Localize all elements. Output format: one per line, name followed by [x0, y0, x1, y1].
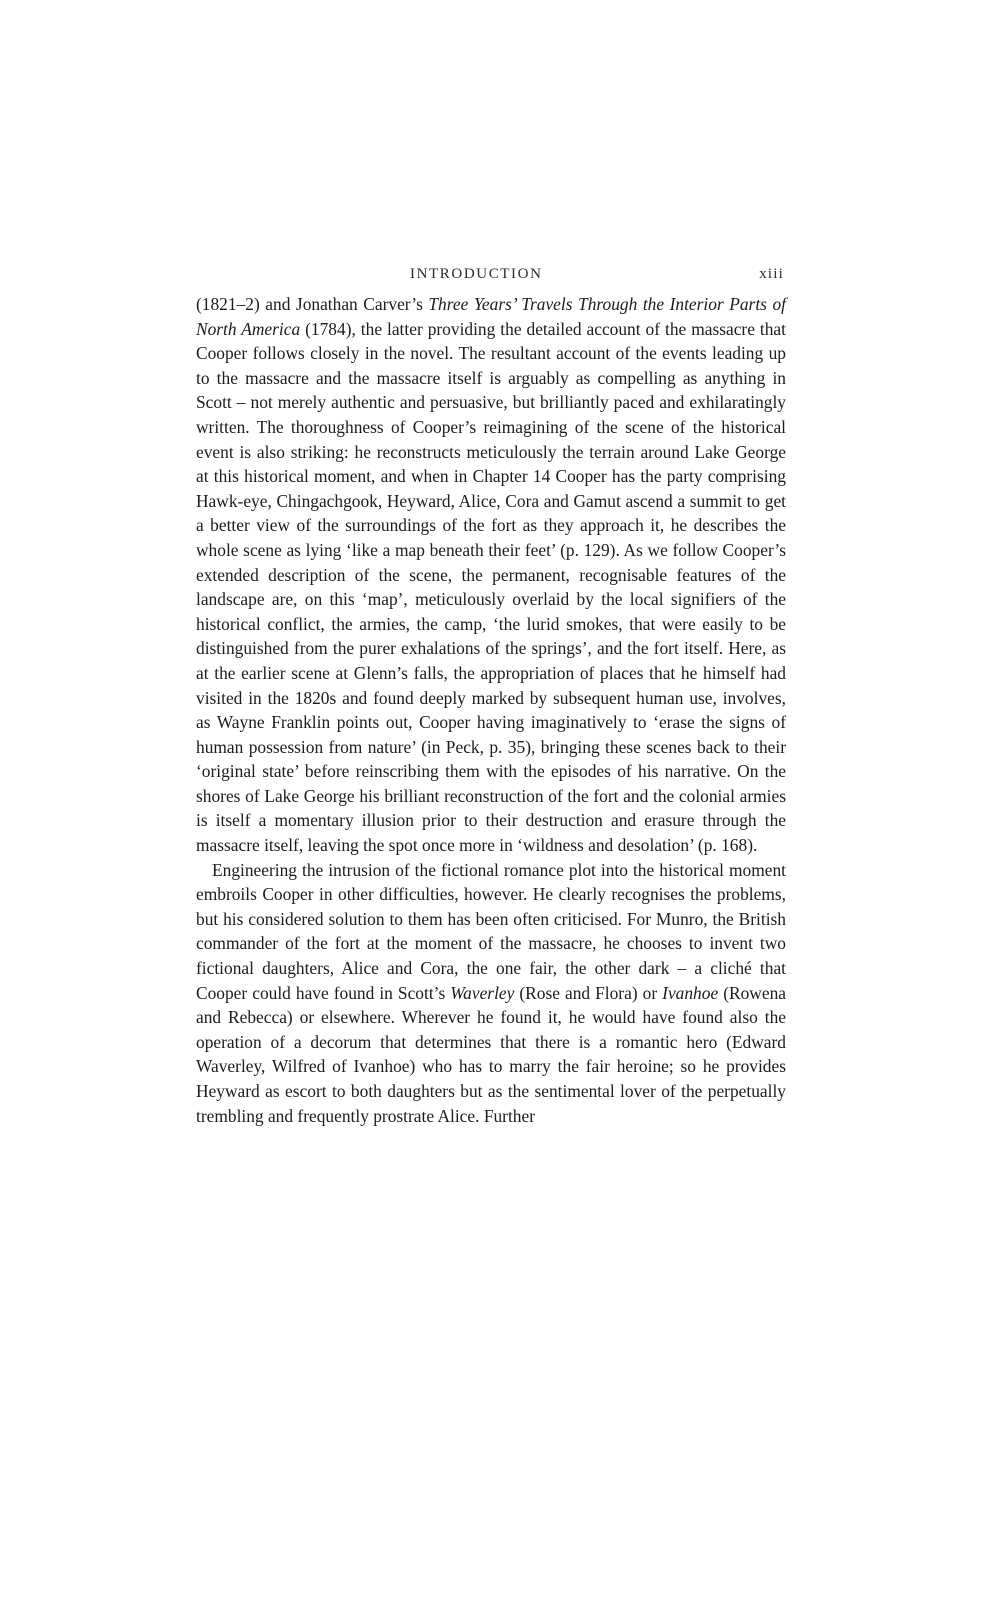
text-run: (1821–2) and Jonathan Carver’s — [196, 294, 429, 314]
book-title-waverley: Waverley — [450, 982, 515, 1003]
text-run: Engineering the intrusion of the fictional romance plot into the historical moment embroils Cooper in other difficulties, however. He clearly recognises the problems, but his considered solution to them has been often criticised. For Munro, the British commander of the fort at the moment of the massacre, he chooses to invent two fictional daughters, Alice and Cora, the one fair, the other dark – a cliché that Cooper could have found in Scott’s — [196, 859, 786, 1003]
text-run: (Rowena and Rebecca) or elsewhere. Wherever he found it, he would have found also the operation of a decorum that determines that there is a romantic hero (Edward Waverley, Wilfred of Ivanhoe) who has to marry the fair heroine; so he provides Heyward as escort to both daughters but as the sentimental lover of the perpetually trembling and frequently prostrate Alice. Further — [196, 982, 786, 1126]
paragraph — [196, 292, 786, 858]
book-title-three-years-travels: Three Years’ Travels Through the Interior Parts of North America — [196, 294, 786, 339]
running-head-title: INTRODUCTION — [410, 266, 543, 282]
running-head — [196, 262, 786, 286]
book-page — [196, 262, 786, 1128]
page-number: xiii — [759, 266, 784, 282]
text-run: (Rose and Flora) or — [514, 982, 663, 1003]
text-run: (1784), the latter providing the detailed account of the massacre that Cooper follows closely in the novel. The resultant account of the events leading up to the massacre and the massacre itself is arguably as compelling as anything in Scott – not merely authentic and persuasive, but brilliantly paced and exhilaratingly written. The thoroughness of Cooper’s reimagining of the scene of the historical event is also striking: he reconstructs meticulously the terrain around Lake George at this historical moment, and when in Chapter 14 Cooper has the party comprising Hawk-eye, Chingachgook, Heyward, Alice, Cora and Gamut ascend a summit to get a better view of the surroundings of the fort as they approach it, he describes the whole scene as lying ‘like a map beneath their feet’ (p. 129). As we follow Cooper’s extended description of the scene, the permanent, recognisable features of the landscape are, on this ‘map’, meticulously overlaid by the local signifiers of the historical conflict, the armies, the camp, ‘the lurid smokes, that were easily to be distinguished from the purer exhalations of the springs’, and the fort itself. Here, as at the earlier scene at Glenn’s falls, the appropriation of places that he himself had visited in the 1820s and found deeply marked by subsequent human use, involves, as Wayne Franklin points out, Cooper having imaginatively to ‘erase the signs of human possession from nature’ (in Peck, p. 35), bringing these scenes back to their ‘original state’ before reinscribing them with the episodes of his narrative. On the shores of Lake George his brilliant reconstruction of the fort and the colonial armies is itself a momentary illusion prior to their destruction and erasure through the massacre itself, leaving the spot once more in ‘wildness and desolation’ (p. 168). — [196, 318, 786, 856]
book-title-ivanhoe: Ivanhoe — [662, 982, 719, 1003]
body-text — [196, 292, 786, 1128]
paragraph — [196, 858, 786, 1129]
